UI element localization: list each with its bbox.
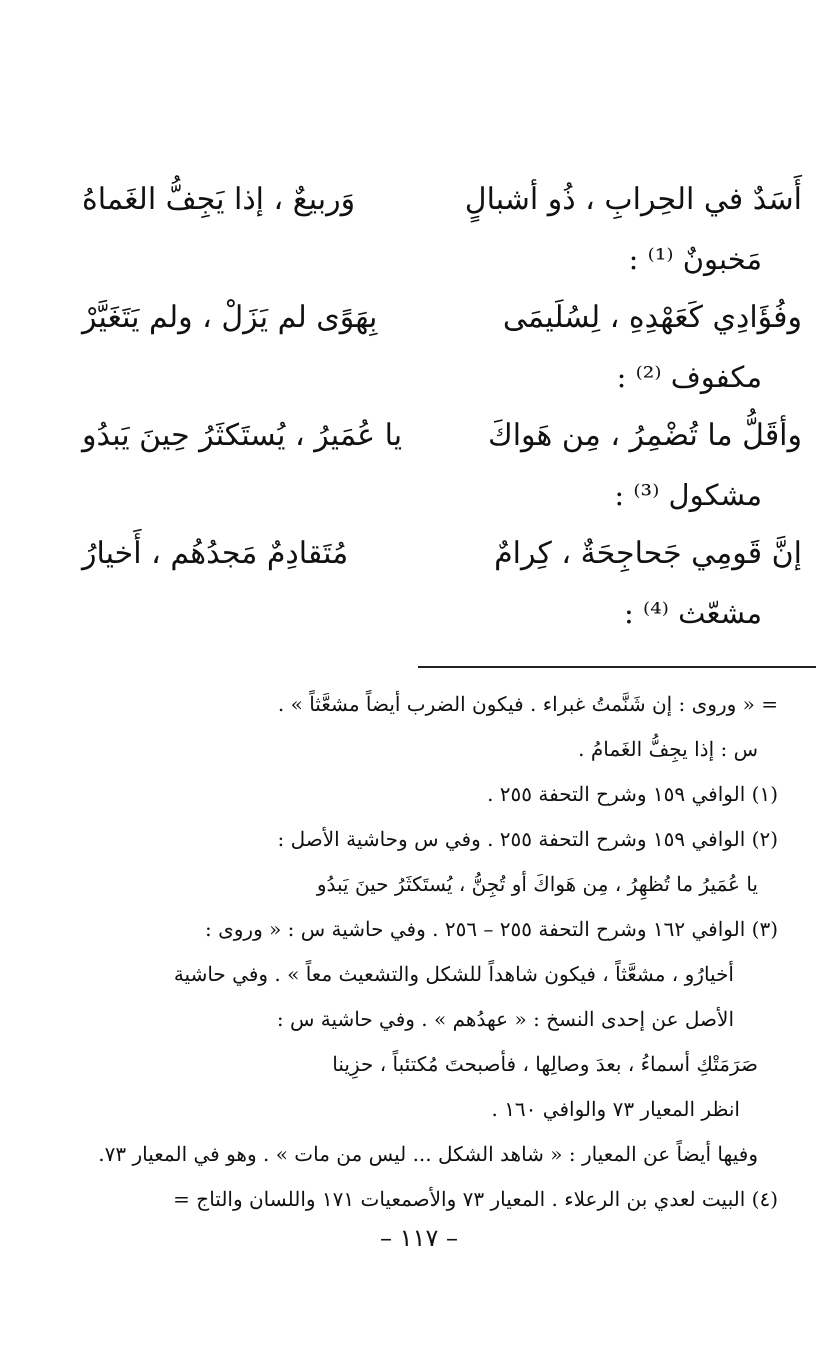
footnote-line: (٣) الوافي ١٦٢ وشرح التحفة ٢٥٥ – ٢٥٦ . وفي حاشية س : « وروى : bbox=[205, 917, 778, 941]
poetry-verses bbox=[82, 170, 802, 642]
meter-label: مَخبونٌ ⁽¹⁾ : bbox=[628, 242, 762, 276]
footnote-line: صَرَمَتْكِ أسماءُ ، بعدَ وصالِها ، فأصبحتَ مُكتئباً ، حزِينا bbox=[332, 1052, 758, 1076]
verse-first-hemistich: وفُؤَادِي كَعَهْدِهِ ، لِسُلَيمَى bbox=[502, 300, 802, 335]
footnote-line: س : إذا يجِفُّ الغَمامُ . bbox=[578, 737, 758, 761]
footnote-line: (٢) الوافي ١٥٩ وشرح التحفة ٢٥٥ . وفي س وحاشية الأصل : bbox=[277, 827, 778, 851]
verse-line bbox=[82, 288, 802, 348]
verse-second-hemistich: مُتَقادِمٌ مَجدُهُم ، أَخيارُ bbox=[82, 536, 349, 571]
meter-label: مشكول ⁽³⁾ : bbox=[614, 478, 762, 512]
footnote-line: (٤) البيت لعدي بن الرعلاء . المعيار ٧٣ والأصمعيات ١٧١ واللسان والتاج = bbox=[173, 1187, 778, 1211]
verse-first-hemistich: إنَّ قَومِي جَحاجِحَةٌ ، كِرامٌ bbox=[494, 536, 802, 571]
verse-second-hemistich: يا عُمَيرُ ، يُستَكثَرُ حِينَ يَبدُو bbox=[82, 418, 403, 453]
footnote-line: أخيارُو ، مشعَّثاً ، فيكون شاهداً للشكل والتشعيث معاً » . وفي حاشية bbox=[173, 962, 734, 986]
meter-label: مشعّث ⁽⁴⁾ : bbox=[624, 596, 762, 630]
footnote-line: الأصل عن إحدى النسخ : « عهدُهم » . وفي حاشية س : bbox=[276, 1007, 734, 1031]
footnote-line: انظر المعيار ٧٣ والوافي ١٦٠ . bbox=[491, 1097, 740, 1121]
verse-line bbox=[82, 170, 802, 230]
footnotes bbox=[78, 682, 778, 1222]
footnote-line: = « وروى : إن شَنَّمتُ غبراء . فيكون الضرب أيضاً مشعَّثاً » . bbox=[277, 692, 778, 716]
verse-first-hemistich: أَسَدٌ في الحِرابِ ، ذُو أشبالٍ bbox=[464, 182, 802, 217]
footnote-line: يا عُمَيرُ ما تُظهِرُ ، مِن هَواكَ أو تُجِنُّ ، يُستَكثَرُ حينَ يَبدُو bbox=[316, 872, 758, 896]
footnote-line: (١) الوافي ١٥٩ وشرح التحفة ٢٥٥ . bbox=[487, 782, 778, 806]
verse-second-hemistich: بِهَوًى لم يَزَلْ ، ولم يَتَغَيَّرْ bbox=[82, 300, 378, 335]
verse-line bbox=[82, 524, 802, 584]
verse-line bbox=[82, 406, 802, 466]
verse-first-hemistich: وأقَلُّ ما تُضْمِرُ ، مِن هَواكَ bbox=[487, 418, 802, 453]
page-number: – ١١٧ – bbox=[380, 1224, 458, 1252]
meter-label: مكفوف ⁽²⁾ : bbox=[616, 360, 762, 394]
footnote-line: وفيها أيضاً عن المعيار : « شاهد الشكل ... ليس من مات » . وهو في المعيار ٧٣. bbox=[98, 1142, 758, 1166]
footnote-separator bbox=[418, 666, 816, 668]
verse-second-hemistich: وَربيعٌ ، إذا يَجِفُّ الغَماهُ bbox=[82, 182, 356, 217]
